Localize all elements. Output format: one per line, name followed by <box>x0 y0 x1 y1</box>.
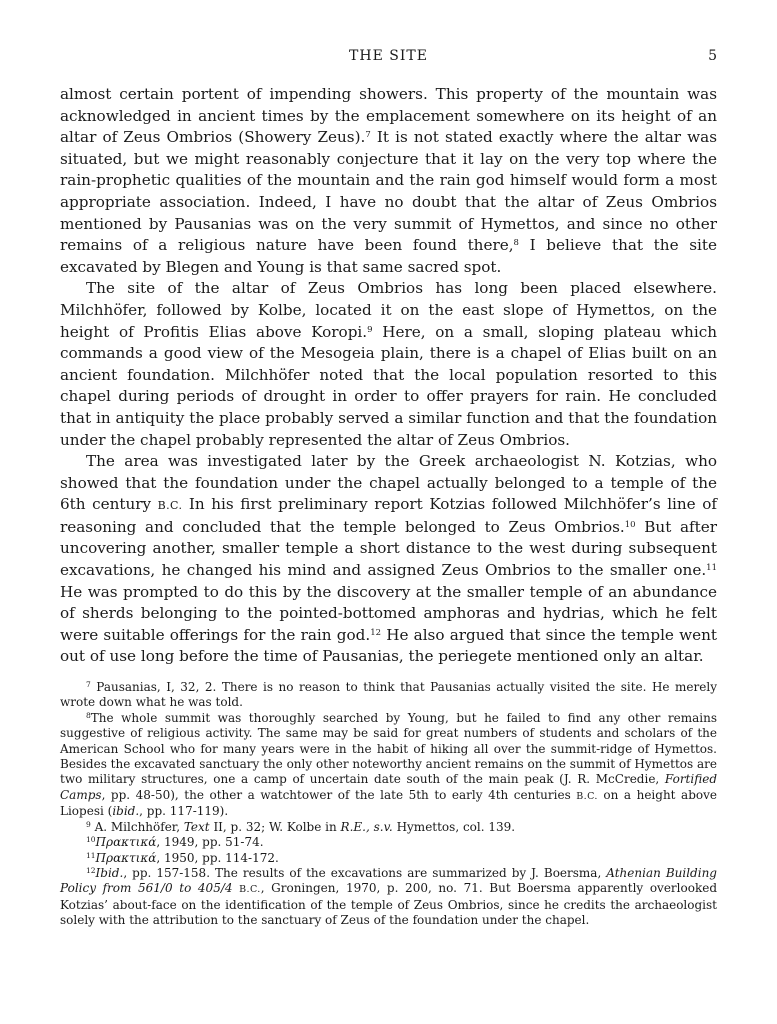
footnote-number: 12 <box>86 865 96 875</box>
footnote-italic: R.E., s.v. <box>340 819 393 834</box>
footnote-ref: 7 <box>365 130 371 141</box>
footnote-text: A. Milchhöfer, <box>90 819 184 834</box>
text-run: He was prompted to do this by the discovery at the smaller temple of an abundance of sherds belonging to the pointed-bottomed amphoras and hydrias, which he felt were suitable offerings for the rain god. <box>60 582 717 644</box>
footnote-8 <box>60 711 717 820</box>
page <box>60 0 717 1024</box>
footnote-text: II, p. 32; W. Kolbe in <box>209 819 341 834</box>
text-run: It is not stated exactly where the altar was situated, but we might reasonably conjecture that it lay on the very top where the rain-prophetic qualities of the mountain and the rain god himself would form a most appropriate association. Indeed, I have no doubt that the altar of Zeus Ombrios mentioned by Pausanias was on the very summit of Hymettos, and since no other remains of a religious nature have been found there, <box>60 128 718 255</box>
footnote-text: , pp. 117-119). <box>139 804 229 819</box>
footnote-ref: 10 <box>624 519 636 530</box>
footnote-italic: Athenian Building Policy from 561/0 to 405/4 <box>60 865 717 896</box>
footnote-number: 7 <box>86 680 91 690</box>
footnote-ref: 12 <box>370 627 382 638</box>
footnote-ref: 8 <box>513 238 519 249</box>
footnote-12 <box>60 866 717 929</box>
text-run: Here, on a small, sloping plateau which commands a good view of the Mesogeia plain, there is a chapel of Elias built on an ancient foundation. Milchhöfer noted that the local population resorted to this chapel during periods of drought in order to offer prayers for rain. He concluded that in antiquity the place probably served a similar function and that the foundation under the chapel probably represented the altar of Zeus Ombrios. <box>60 322 717 449</box>
text-run: But after uncovering another, smaller temple a short distance to the west during subsequent excavations, he changed his mind and assigned Zeus Ombrios to the smaller one. <box>60 517 717 580</box>
page-number: 5 <box>708 48 717 64</box>
text-run: almost certain portent of impending showers. This property of the mountain was acknowledged in ancient times by the emplacement somewhere on its height of an altar of Zeus Ombrios (Showery Zeus). <box>60 85 717 147</box>
footnote-italic: Πρακτικά <box>95 835 157 850</box>
footnote-number: 9 <box>86 819 91 829</box>
footnote-11 <box>60 851 717 866</box>
paragraph-1 <box>60 84 717 278</box>
paragraph-3 <box>60 451 717 668</box>
text-run: The site of the altar of Zeus Ombrios has long been placed elsewhere. Milchhöfer, followed by Kolbe, located it on the east slope of Hymettos, on the height of Profitis Elias above Koropi. <box>60 279 717 341</box>
footnote-text: , 1950, pp. 114-172. <box>156 850 279 865</box>
footnote-text: , Groningen, 1970, p. 200, no. 71. But Boersma apparently overlooked Kotzias’ about-face on the identification of the temple of Zeus Ombrios, since he credits the archaeologist solely with the attribution to the sanctuary of Zeus of the foundation under the chapel. <box>60 881 717 928</box>
running-title: THE SITE <box>349 48 428 64</box>
footnote-ref: 9 <box>367 324 373 335</box>
text-run: The area was investigated later by the Greek archaeologist N. Kotzias, who showed that the foundation under the chapel actually belonged to a temple of the 6th century <box>60 452 717 514</box>
text-run: In his first preliminary report Kotzias followed Milchhöfer’s line of reasoning and concluded that the temple belonged to Zeus Ombrios. <box>60 495 717 536</box>
small-caps-bc: B.C. <box>157 499 183 513</box>
footnote-italic: Text <box>183 819 210 834</box>
footnote-italic: Ibid. <box>95 865 124 880</box>
footnote-10 <box>60 835 717 850</box>
footnote-7 <box>60 680 717 711</box>
footnote-text: Pausanias, I, 32, 2. There is no reason to think that Pausanias actually visited the site. He merely wrote down what he was told. <box>60 680 717 710</box>
footnote-text: , pp. 48-50), the other a watchtower of the late 5th to early 4th centuries <box>101 787 577 802</box>
footnote-text: , 1949, pp. 51-74. <box>156 835 264 850</box>
footnote-italic: ibid. <box>112 804 140 819</box>
footnotes <box>60 680 717 929</box>
footnote-italic: Πρακτικά <box>95 850 157 865</box>
body-text <box>60 84 717 668</box>
paragraph-2 <box>60 278 717 451</box>
footnote-ref: 11 <box>706 563 717 574</box>
footnote-text: on a height above Liopesi ( <box>60 787 717 819</box>
page-header <box>60 48 717 78</box>
footnote-text: Hymettos, col. 139. <box>392 819 516 834</box>
small-caps-bc: B.C. <box>239 884 261 896</box>
footnote-text: , pp. 157-158. The results of the excavations are summarized by J. Boersma, <box>123 865 607 880</box>
footnote-number: 8 <box>86 710 91 720</box>
footnote-number: 11 <box>86 850 96 860</box>
text-run: He also argued that since the temple went out of use long before the time of Pausanias, the periegete mentioned only an altar. <box>60 625 717 666</box>
small-caps-bc: B.C. <box>576 790 598 802</box>
text-run: I believe that the site excavated by Blegen and Young is that same sacred spot. <box>60 236 717 276</box>
footnote-9 <box>60 820 717 835</box>
footnote-text: The whole summit was thoroughly searched by Young, but he failed to find any other remains suggestive of religious activity. The same may be said for great numbers of students and scholars of the American School who for many years were in the habit of hiking all over the summit-ridge of Hymettos. Besides the excavated sanctuary the only other noteworthy ancient remains on the summit of Hymettos are two military structures, one a camp of uncertain date south of the main peak (J. R. McCredie, <box>60 710 717 787</box>
footnote-italic: Fortified Camps <box>60 772 717 802</box>
footnote-number: 10 <box>86 835 96 845</box>
